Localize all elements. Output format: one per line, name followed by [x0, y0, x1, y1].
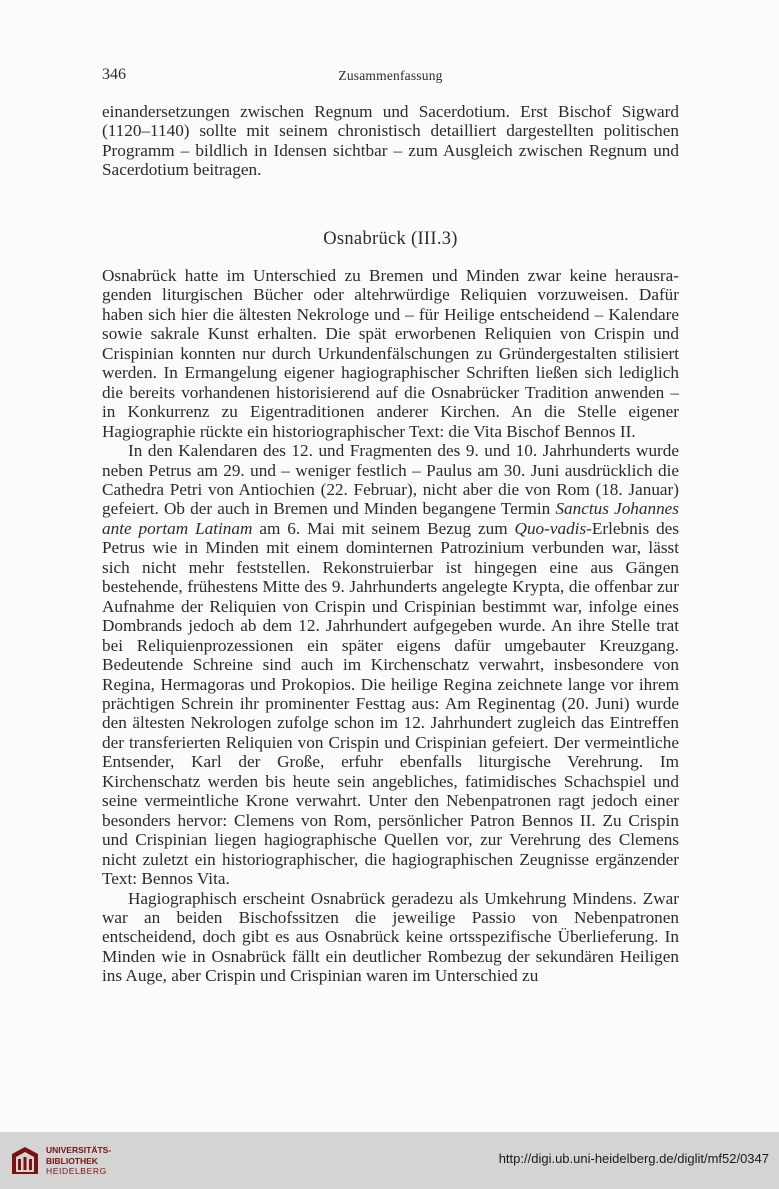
- paragraph-3: Hagiographisch erscheint Osnabrück geradezu als Umkehrung Mindens. Zwar war an beiden Bischofssitzen die jeweilige Passio von Nebenpatronen entscheidend, doch gibt es aus Osnabrück keine ortsspezifische Überlieferung. In Minden wie in Osnabrück fällt ein deutlicher Rombezug der sekundären Heiligen ins Auge, aber Crispin und Crispinian waren im Unterschied zu: [102, 888, 679, 986]
- paragraph-2-italic-2: Quo-vadis: [514, 518, 587, 538]
- page-number: 346: [102, 66, 126, 83]
- logo-line-3: HEIDELBERG: [46, 1166, 107, 1176]
- continuation-paragraph: [102, 102, 679, 180]
- paragraph-2: [102, 441, 679, 888]
- running-head: [102, 66, 679, 88]
- library-logo-text: [46, 1145, 111, 1177]
- paragraph-2-text-3: -Erlebnis des Petrus wie in Minden mit einem dominternen Patrozinium verbunden war, lässt sich nicht mehr feststellen. Rekonstruierbar ist hingegen eine aus Gängen bestehende, frühestens Mitte des 9. Jahrhunderts angelegte Krypta, die offenbar zur Aufnahme der Reliquien von Crispin und Crispinian bestimmt war, infolge eines Dombrands jedoch ab dem 12. Jahrhundert aufgegeben wurde. An ihre Stelle trat bei Reliquienprozessionen ein später eigens dafür umgebauter Kreuzgang. Bedeutende Schreine sind auch im Kirchenschatz verwahrt, insbesondere von Regina, Hermagoras und Prokopios. Die heilige Regina zeichnete lange vor ihrem prächtigen Schrein ihr prominenter Festtag aus: Am Reginentag (20. Juni) wurde den ältesten Nekrologen zufolge schon im 12. Jahrhundert zugleich das Eintreffen der transferierten Reliquien von Crispin und Crispinian gefeiert. Der vermeintliche Entsender, Karl der Große, erfuhr ebenfalls liturgische Verehrung. Im Kirchenschatz werden bis heute sein angebliches, fatimidisches Schachspiel und seine vermeintliche Krone verwahrt. Unter den Nebenpatronen ragt jedoch einer besonders hervor: Clemens von Rom, persönlicher Patron Bennos II. Zu Crispin und Crispinian liegen hagiographische Quellen vor, zur Verehrung des Clemens nicht zuletzt ein historiographischer, die hagiographischen Zeugnisse ergänzender Text: Bennos Vita.: [102, 518, 679, 889]
- footer-bar: [0, 1132, 779, 1189]
- library-logo[interactable]: [8, 1142, 148, 1180]
- paragraph-2-text-1: In den Kalendaren des 12. und Fragmenten des 9. und 10. Jahrhunderts wurde neben Petrus am 29. und – weniger festlich – Paulus am 30. Juni ausdrücklich die Cathedra Petri von Antiochien (22. Februar), nicht aber die von Rom (18. Januar) gefeiert. Ob der auch in Bremen und Minden begangene Termin: [102, 441, 679, 519]
- paragraph-2-italic-1: Sanctus Johannes ante portam Latinam: [102, 499, 679, 538]
- logo-line-1: UNIVERSITÄTS-: [46, 1145, 112, 1155]
- section-body: [102, 266, 679, 986]
- source-url-link[interactable]: http://digi.ub.uni-heidelberg.de/diglit/mf52/0347: [498, 1151, 769, 1166]
- section-heading: Osnabrück (III.3): [323, 229, 458, 249]
- paragraph-text: einandersetzungen zwischen Regnum und Sacerdotium. Erst Bischof Sigward (1120–1140) sollte mit seinem chronistisch detailliert dargestellten politischen Programm – bildlich in Idensen sichtbar – zum Ausgleich zwischen Regnum und Sacerdotium beitragen.: [102, 102, 679, 180]
- running-title: Zusammenfassung: [338, 68, 443, 83]
- logo-line-2: BIBLIOTHEK: [46, 1155, 98, 1166]
- library-logo-icon: [8, 1144, 42, 1178]
- paragraph-1: Osnabrück hatte im Unterschied zu Bremen und Minden zwar keine herausragenden liturgischen Bücher oder altehrwürdige Reliquien vorzuweisen. Dafür haben sich hier die ältesten Nekrologe und – für Heilige entscheidend – Kalendare sowie sakrale Kunst erhalten. Die spät erworbenen Reliquien von Crispin und Crispinian konnten nur durch Urkundenfälschungen zu Gründergestalten stilisiert werden. In Ermangelung eigener hagiographischer Schriften ließen sich lediglich die bereits vorhandenen historisierend auf die Osnabrücker Tradition anwenden – in Konkurrenz zu Eigentraditionen anderer Kirchen. An die Stelle eigener Hagiographie rückte ein historiographischer Text: die Vita Bischof Bennos II.: [102, 266, 679, 441]
- paragraph-2-text-2: am 6. Mai mit seinem Bezug zum: [252, 518, 515, 538]
